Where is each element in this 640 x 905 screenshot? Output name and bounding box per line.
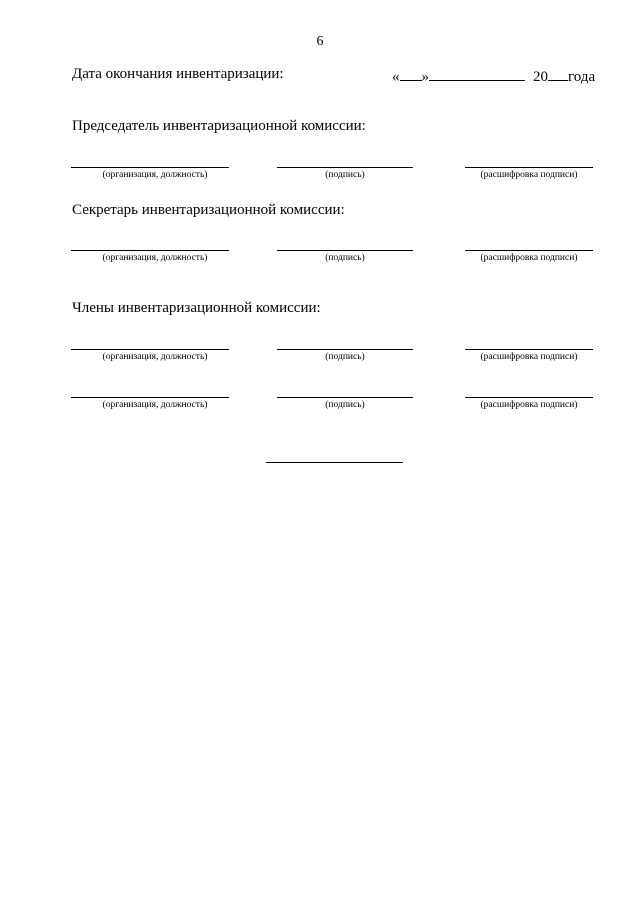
chairman-signature-caption: (подпись) xyxy=(325,170,365,180)
page-number: 6 xyxy=(316,34,324,49)
member-2-decoding-caption: (расшифровка подписи) xyxy=(480,400,578,410)
day-blank xyxy=(400,66,422,81)
end-date-field xyxy=(392,66,595,86)
secretary-decoding-caption: (расшифровка подписи) xyxy=(480,253,578,263)
century-text: 20 xyxy=(533,69,548,85)
member-2-org-caption: (организация, должность) xyxy=(102,400,208,410)
member-1-signature-line xyxy=(277,349,413,350)
month-blank xyxy=(429,66,525,81)
members-heading: Члены инвентаризационной комиссии: xyxy=(72,300,321,316)
chairman-signature-line xyxy=(277,167,413,168)
secretary-org-caption: (организация, должность) xyxy=(102,253,208,263)
member-2-org-line xyxy=(71,397,229,398)
secretary-signature-line xyxy=(277,250,413,251)
year-blank xyxy=(548,66,568,81)
member-1-decoding-caption: (расшифровка подписи) xyxy=(480,352,578,362)
chairman-decoding-caption: (расшифровка подписи) xyxy=(480,170,578,180)
chairman-org-line xyxy=(71,167,229,168)
secretary-heading: Секретарь инвентаризационной комиссии: xyxy=(72,202,345,218)
chairman-decoding-line xyxy=(465,167,593,168)
open-quote: « xyxy=(392,69,400,85)
chairman-heading: Председатель инвентаризационной комиссии: xyxy=(72,118,366,134)
member-2-decoding-line xyxy=(465,397,593,398)
secretary-org-line xyxy=(71,250,229,251)
member-2-signature-line xyxy=(277,397,413,398)
member-1-signature-caption: (подпись) xyxy=(325,352,365,362)
close-quote: » xyxy=(421,69,429,85)
member-1-org-line xyxy=(71,349,229,350)
member-2-signature-caption: (подпись) xyxy=(325,400,365,410)
member-1-decoding-line xyxy=(465,349,593,350)
secretary-decoding-line xyxy=(465,250,593,251)
year-word: года xyxy=(568,69,596,85)
document-end-line xyxy=(266,462,403,463)
end-date-label: Дата окончания инвентаризации: xyxy=(72,66,284,82)
secretary-signature-caption: (подпись) xyxy=(325,253,365,263)
chairman-org-caption: (организация, должность) xyxy=(102,170,208,180)
member-1-org-caption: (организация, должность) xyxy=(102,352,208,362)
